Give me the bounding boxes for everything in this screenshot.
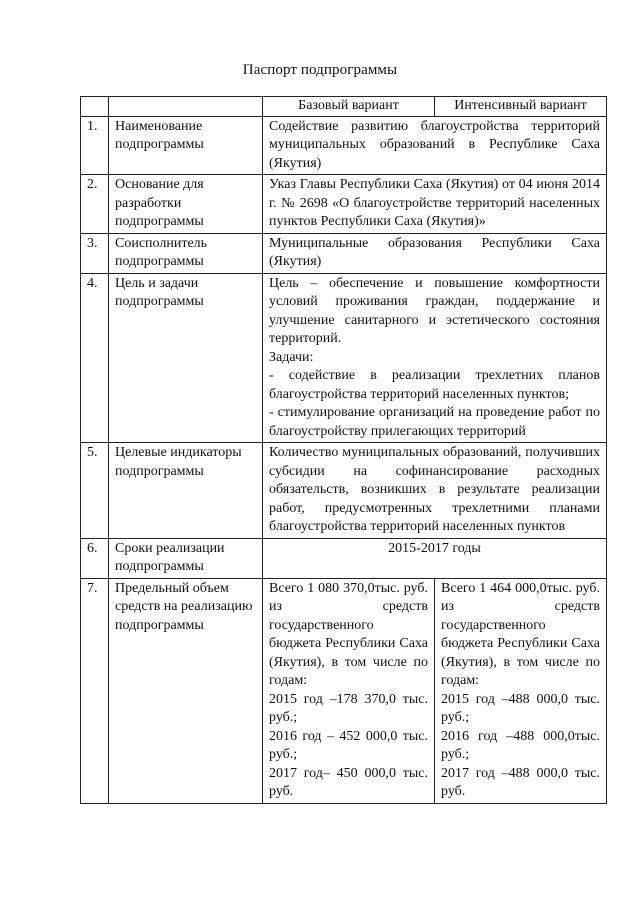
goals-and-tasks-cell [263, 273, 607, 443]
funding-year: 2017 год –488 000,0 тыс. руб. [441, 765, 600, 799]
header-empty-cell [81, 97, 109, 117]
passport-table [80, 96, 607, 804]
tasks-label: Задачи: [269, 349, 314, 365]
table-row [81, 175, 607, 234]
row-name: Наименование подпрограммы [109, 116, 263, 175]
table-row [81, 538, 607, 578]
table-header-row [81, 97, 607, 117]
row-number: 6. [81, 538, 109, 578]
row-name: Целевые индикаторы подпрограммы [109, 443, 263, 539]
funding-total: Всего 1 464 000,0тыс. руб. из средств государственного бюджета Республики Саха (Якутия), в том числе по годам: [441, 580, 600, 688]
row-content: Указ Главы Республики Саха (Якутия) от 04 июня 2014 г. № 2698 «О благоустройстве территорий населенных пунктов Республики Саха (Якутия)» [263, 175, 607, 234]
funding-year: 2015 год –488 000,0 тыс. руб.; [441, 691, 600, 725]
table-row [81, 578, 607, 803]
row-name: Соисполнитель подпрограммы [109, 233, 263, 273]
row-content: Содействие развитию благоустройства территорий муниципальных образований в Республике Саха (Якутия) [263, 116, 607, 175]
row-content: Количество муниципальных образований, получивших субсидии на софинансирование расходных обязательств, возникших в результате реализации работ, предусмотренных трехлетними планами благоустройства территорий населенных пунктов [263, 443, 607, 539]
header-empty-cell [109, 97, 263, 117]
header-base-variant: Базовый вариант [263, 97, 435, 117]
row-content: Муниципальные образования Республики Саха (Якутия) [263, 233, 607, 273]
funding-year: 2016 год –488 000,0тыс. руб.; [441, 728, 600, 762]
header-intensive-variant: Интенсивный вариант [435, 97, 607, 117]
goal-text: Цель – обеспечение и повышение комфортности условий проживания граждан, поддержание и улучшение санитарного и эстетического состояния территорий. [269, 275, 600, 346]
document-title: Паспорт подпрограммы [242, 62, 398, 78]
task-item: - содействие в реализации трехлетних планов благоустройства территорий населенных пунктов; [269, 368, 600, 402]
funding-year: 2016 год – 452 000,0 тыс. руб.; [269, 728, 428, 762]
row-name: Сроки реализации подпрограммы [109, 538, 263, 578]
row-number: 7. [81, 578, 109, 803]
row-number: 2. [81, 175, 109, 234]
row-number: 1. [81, 116, 109, 175]
funding-year: 2017 год– 450 000,0 тыс. руб. [269, 765, 428, 799]
row-name: Цель и задачи подпрограммы [109, 273, 263, 443]
base-variant-funding [263, 578, 435, 803]
row-number: 3. [81, 233, 109, 273]
row-name: Предельный объем средств на реализацию подпрограммы [109, 578, 263, 803]
row-number: 4. [81, 273, 109, 443]
task-item: - стимулирование организаций на проведение работ по благоустройству прилегающих территорий [269, 405, 600, 439]
funding-year: 2015 год –178 370,0 тыс. руб.; [269, 691, 428, 725]
row-content: 2015-2017 годы [263, 538, 607, 578]
table-row [81, 233, 607, 273]
table-row [81, 443, 607, 539]
intensive-variant-funding [435, 578, 607, 803]
table-row [81, 273, 607, 443]
row-name: Основание для разработки подпрограммы [109, 175, 263, 234]
funding-total: Всего 1 080 370,0тыс. руб. из средств государственного бюджета Республики Саха (Якутия), в том числе по годам: [269, 580, 428, 688]
table-row [81, 116, 607, 175]
row-number: 5. [81, 443, 109, 539]
